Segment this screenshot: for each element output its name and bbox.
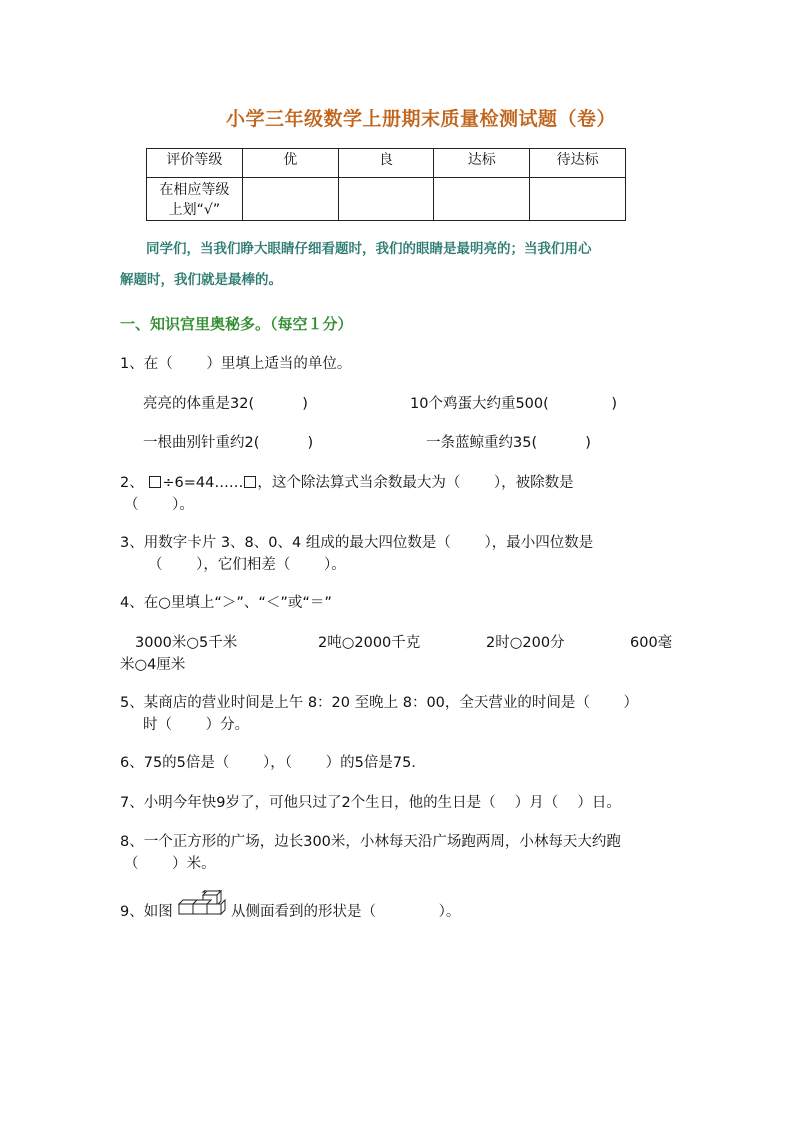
- question-8-line-2: （ ）米。: [124, 856, 216, 872]
- question-2-line-2: （ ）。: [124, 497, 194, 513]
- stacked-cubes-icon: [177, 890, 227, 916]
- question-1b: 10个鸡蛋大约重500( ): [410, 396, 618, 412]
- section-heading-1: 一、知识宫里奥秘多。（每空１分）: [120, 315, 353, 333]
- grade-row-label-line2: 上划“√”: [168, 202, 221, 218]
- grade-header-cell: 待达标: [530, 149, 626, 178]
- grade-row-label-line1: 在相应等级: [159, 182, 230, 198]
- question-5-line-2: 时（ ）分。: [143, 717, 250, 733]
- question-9-text: 从侧面看到的形状是（ ）。: [231, 904, 461, 920]
- grade-table-header-row: [147, 149, 626, 178]
- grade-header-cell: 评价等级: [147, 149, 243, 178]
- question-1d: 一条蓝鲸重约35( ): [426, 435, 591, 451]
- question-8-line-1: 8、一个正方形的广场，边长300米，小林每天沿广场跑两周，小林每天大约跑: [120, 834, 621, 850]
- question-1c: 一根曲别针重约2( ): [143, 435, 314, 451]
- question-4d-part-2: 米○4厘米: [120, 657, 186, 673]
- grade-header-cell: 达标: [434, 149, 530, 178]
- question-2-text: ，这个除法算式当余数最大为（ ），被除数是: [257, 475, 574, 491]
- intro-line-1: 同学们，当我们睁大眼睛仔细看题时，我们的眼睛是最明亮的；当我们用心: [146, 241, 592, 257]
- grade-mark-cell-below[interactable]: [530, 178, 626, 221]
- square-box-icon: [244, 476, 256, 488]
- question-5-line-1: 5、某商店的营业时间是上午 8：20 至晚上 8：00，全天营业的时间是（ ）: [120, 695, 639, 711]
- grade-table: [146, 148, 626, 221]
- question-4a: 3000米○5千米: [135, 635, 238, 651]
- page-title: 小学三年级数学上册期末质量检测试题（卷）: [226, 108, 617, 130]
- question-2-expression: ÷6=44……: [162, 475, 244, 491]
- grade-header-cell: 良: [338, 149, 434, 178]
- question-4d-part-1: 600毫: [630, 635, 673, 651]
- question-2-line-1: [120, 471, 574, 492]
- question-3-line-1: 3、用数字卡片 3、8、0、4 组成的最大四位数是（ ），最小四位数是: [120, 535, 594, 551]
- question-7: 7、小明今年快9岁了，可他只过了2个生日，他的生日是（ ）月（ ）日。: [120, 795, 621, 811]
- question-9-number: 9、如图: [120, 904, 173, 920]
- grade-mark-cell-excellent[interactable]: [242, 178, 338, 221]
- question-4: 4、在○里填上“＞”、“＜”或“＝”: [120, 595, 332, 611]
- intro-line-2: 解题时，我们就是最棒的。: [120, 272, 282, 288]
- question-1: 1、在（ ）里填上适当的单位。: [120, 356, 352, 372]
- question-3-line-2: （ ），它们相差（ ）。: [148, 557, 346, 573]
- question-4c: 2时○200分: [486, 635, 565, 651]
- question-1a: 亮亮的体重是32( ): [143, 396, 308, 412]
- question-2-number: 2、: [120, 475, 144, 491]
- grade-header-cell: 优: [242, 149, 338, 178]
- grade-row-label: [147, 178, 243, 221]
- square-box-icon: [149, 476, 161, 488]
- question-6: 6、75的5倍是（ ），（ ）的5倍是75.: [120, 755, 416, 771]
- grade-table-mark-row: [147, 178, 626, 221]
- question-4b: 2吨○2000千克: [318, 635, 421, 651]
- grade-mark-cell-pass[interactable]: [434, 178, 530, 221]
- grade-mark-cell-good[interactable]: [338, 178, 434, 221]
